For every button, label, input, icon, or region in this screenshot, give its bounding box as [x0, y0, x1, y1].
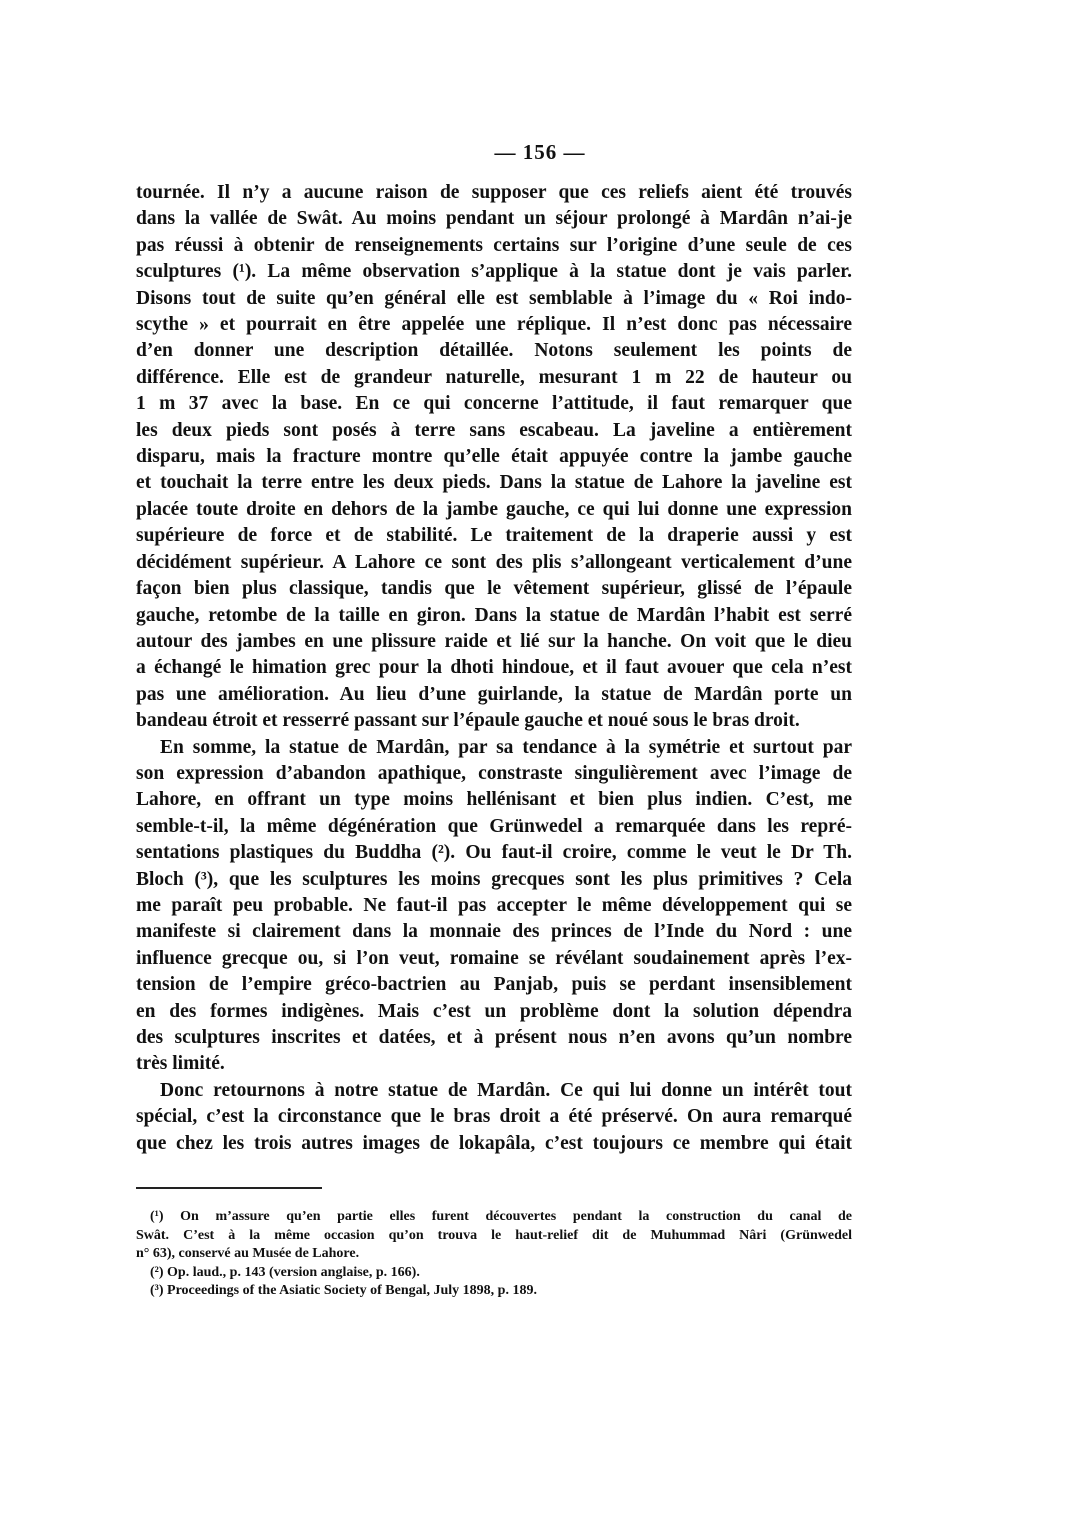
text-line: supérieure de force et de stabilité. Le traitement de la draperie aussi y est [136, 525, 852, 547]
footnote-1-line: Swât. C’est à la même occasion qu’on trouva le haut-relief dit de Muhummad Nâri (Grünwedel [136, 1227, 852, 1243]
text-line: spécial, c’est la circonstance que le bras droit a été préservé. On aura remarqué [136, 1106, 852, 1128]
text-line: En somme, la statue de Mardân, par sa tendance à la symétrie et surtout par [160, 736, 852, 758]
text-line: différence. Elle est de grandeur naturelle, mesurant 1 m 22 de hauteur ou [136, 366, 852, 388]
text-line: et touchait la terre entre les deux pieds. Dans la statue de Lahore la javeline est [136, 472, 852, 494]
text-line: pas réussi à obtenir de renseignements certains sur l’origine d’une seule de ces [136, 234, 852, 256]
footnote-1-line: (¹) On m’assure qu’en partie elles furent découvertes pendant la construction du canal de [150, 1209, 852, 1224]
paragraph-2 [136, 735, 852, 1078]
text-line: décidément supérieur. A Lahore ce sont des plis s’allongeant verticalement d’une [136, 551, 852, 573]
text-line: dans la vallée de Swât. Au moins pendant un séjour prolongé à Mardân n’ai-je [136, 208, 852, 230]
footnote-2: (²) Op. laud., p. 143 (version anglaise, p. 166). [150, 1264, 420, 1280]
text-line: pas une amélioration. Au lieu d’une guirlande, la statue de Mardân porte un [136, 683, 852, 705]
text-line: son expression d’abandon apathique, constraste singulièrement avec l’image de [136, 762, 852, 784]
text-line: façon bien plus classique, tandis que le vêtement supérieur, glissé de l’épaule [136, 578, 852, 600]
text-line: influence grecque ou, si l’on veut, romaine se révélant soudainement après l’ex- [136, 947, 852, 969]
text-line: Lahore, en offrant un type moins hellénisant et bien plus indien. C’est, me [136, 789, 852, 811]
text-line: les deux pieds sont posés à terre sans escabeau. La javeline a entièrement [136, 419, 852, 441]
paragraph-3 [136, 1078, 852, 1157]
text-line: me paraît peu probable. Ne faut-il pas accepter le même développement qui se [136, 894, 852, 916]
text-line: Bloch (³), que les sculptures les moins grecques sont les plus primitives ? Cela [136, 868, 852, 890]
text-line: que chez les trois autres images de lokapâla, c’est toujours ce membre qui était [136, 1132, 852, 1154]
page-number: — 156 — [494, 140, 586, 164]
body-text [136, 180, 852, 1157]
footnotes [136, 1208, 852, 1301]
footnote-separator [136, 1187, 322, 1189]
footnote-3: (³) Proceedings of the Asiatic Society of Bengal, July 1898, p. 189. [150, 1283, 537, 1298]
text-line: Donc retournons à notre statue de Mardân. Ce qui lui donne un intérêt tout [160, 1079, 852, 1101]
text-line: autour des jambes en une plissure raide et lié sur la hanche. On voit que le dieu [136, 630, 852, 652]
text-line: sculptures (¹). La même observation s’applique à la statue dont je vais parler. [136, 261, 852, 283]
text-line: Disons tout de suite qu’en général elle est semblable à l’image du « Roi indo- [136, 287, 852, 309]
text-line: tension de l’empire gréco-bactrien au Panjab, puis se perdant insensiblement [136, 974, 852, 996]
text-line: d’en donner une description détaillée. Notons seulement les points de [136, 340, 852, 362]
text-line: des sculptures inscrites et datées, et à présent nous n’en avons qu’un nombre [136, 1027, 852, 1048]
text-line: 1 m 37 avec la base. En ce qui concerne l’attitude, il faut remarquer que [136, 393, 852, 415]
paragraph-1 [136, 180, 852, 735]
text-line: manifeste si clairement dans la monnaie des princes de l’Inde du Nord : une [136, 921, 852, 943]
text-line: placée toute droite en dehors de la jambe gauche, ce qui lui donne une expression [136, 498, 852, 520]
text-line: très limité. [136, 1053, 225, 1075]
text-line: semble-t-il, la même dégénération que Grünwedel a remarquée dans les repré- [136, 815, 852, 837]
text-line: disparu, mais la fracture montre qu’elle était appuyée contre la jambe gauche [136, 446, 852, 468]
text-line: tournée. Il n’y a aucune raison de supposer que ces reliefs aient été trouvés [136, 182, 852, 203]
text-line: bandeau étroit et resserré passant sur l’épaule gauche et noué sous le bras droit. [136, 710, 800, 732]
text-line: a échangé le himation grec pour la dhoti hindoue, et il faut avouer que cela n’est [136, 657, 852, 679]
text-line: sentations plastiques du Buddha (²). Ou faut-il croire, comme le veut le Dr Th. [136, 842, 852, 864]
text-line: scythe » et pourrait en être appelée une réplique. Il n’est donc pas nécessaire [136, 314, 852, 336]
text-line: en des formes indigènes. Mais c’est un problème dont la solution dépendra [136, 1000, 852, 1022]
text-line: gauche, retombe de la taille en giron. Dans la statue de Mardân l’habit est serré [136, 604, 852, 626]
footnote-1-line: n° 63), conservé au Musée de Lahore. [136, 1246, 360, 1261]
